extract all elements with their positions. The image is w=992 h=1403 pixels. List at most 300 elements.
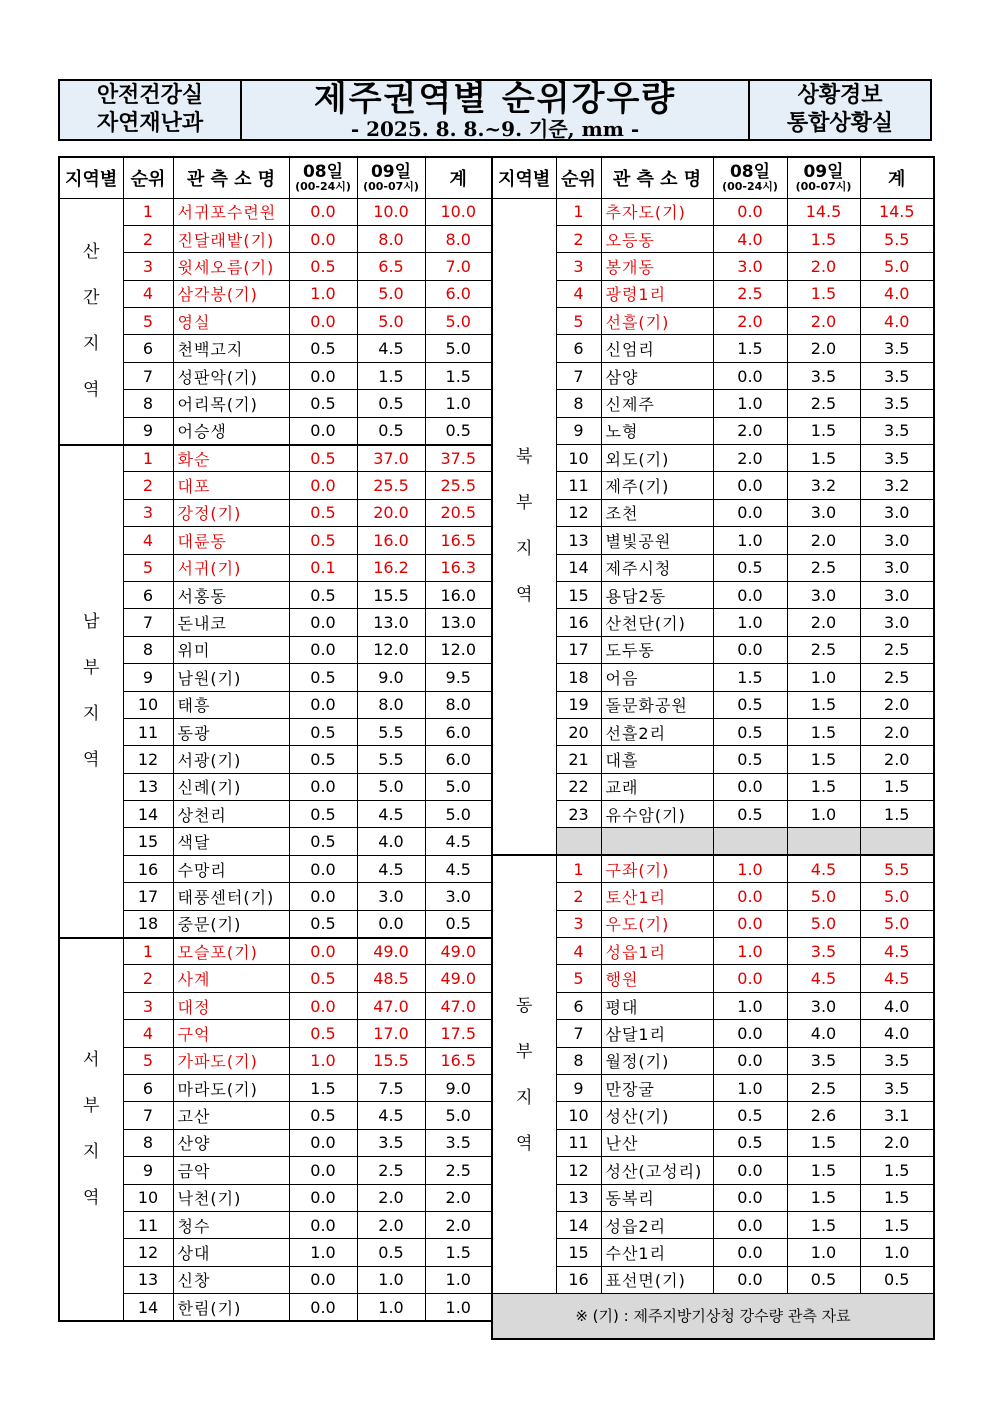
station-name: 삼각봉(기) [173,280,289,307]
day1-value: 0.5 [289,965,357,992]
table-row [59,1102,492,1129]
station-name: 대포 [173,472,289,499]
day2-value: 4.5 [787,855,860,882]
region-char: 역 [83,380,100,400]
day1-value: 0.0 [289,417,357,444]
station-name: 구좌(기) [601,855,713,882]
rank-cell: 7 [123,609,173,636]
rank-cell: 5 [556,965,601,992]
total-value: 5.0 [425,773,492,800]
day2-value: 2.5 [357,1157,425,1184]
day2-value: 13.0 [357,609,425,636]
day1-value: 1.0 [713,390,787,417]
page-title: 제주권역별 순위강우량 [313,79,677,119]
table-row [492,664,934,691]
rank-cell: 6 [556,992,601,1019]
empty-cell [787,828,860,855]
total-value: 2.0 [860,1129,934,1156]
total-value: 0.5 [425,417,492,444]
station-name: 성산(기) [601,1102,713,1129]
rank-cell: 3 [123,992,173,1019]
day1-value: 1.0 [713,609,787,636]
rank-cell: 8 [123,636,173,663]
day1-value: 0.5 [289,390,357,417]
note-row [492,1294,934,1339]
day1-value: 0.0 [289,1129,357,1156]
day2-value: 1.5 [787,445,860,472]
rank-cell: 18 [123,910,173,937]
rank-cell: 4 [556,280,601,307]
station-name: 봉개동 [601,253,713,280]
day2-value: 4.0 [787,1020,860,1047]
rank-cell: 19 [556,691,601,718]
station-name: 조천 [601,499,713,526]
rank-cell: 10 [556,445,601,472]
office-box [750,81,930,139]
rank-cell: 12 [556,499,601,526]
empty-cell [860,828,934,855]
station-name: 유수암(기) [601,801,713,828]
rank-cell: 16 [556,1266,601,1293]
day1-value: 2.0 [713,445,787,472]
rank-cell: 20 [556,718,601,745]
day1-value: 1.0 [713,855,787,882]
day1-value: 0.0 [713,198,787,225]
total-value: 4.5 [425,828,492,855]
table-row [59,527,492,554]
day1-value: 0.5 [289,527,357,554]
header-day1-date: 08일 [729,161,771,182]
rank-cell: 9 [123,1157,173,1184]
day2-value: 2.0 [787,527,860,554]
region-char: 산 [83,242,100,262]
station-name: 도두동 [601,636,713,663]
rank-cell: 8 [123,390,173,417]
total-value: 3.0 [425,883,492,910]
table-row [492,445,934,472]
rank-cell: 6 [123,581,173,608]
table-row [59,198,492,225]
total-value: 5.0 [425,335,492,362]
day1-value: 0.0 [289,198,357,225]
day1-value: 0.5 [289,910,357,937]
day1-value: 0.5 [713,691,787,718]
day2-value: 25.5 [357,472,425,499]
day2-value: 4.0 [357,828,425,855]
station-name: 태흥 [173,691,289,718]
table-row [492,472,934,499]
day1-value: 0.5 [713,1102,787,1129]
total-value: 3.0 [860,527,934,554]
office-line1: 상황경보 [797,83,883,108]
day2-value: 9.0 [357,664,425,691]
rank-cell: 2 [123,472,173,499]
total-value: 8.0 [425,225,492,252]
rank-cell: 15 [123,828,173,855]
total-value: 3.0 [860,581,934,608]
rank-cell: 22 [556,773,601,800]
station-name: 표선면(기) [601,1266,713,1293]
rank-cell: 14 [556,1211,601,1238]
station-name: 만장굴 [601,1075,713,1102]
footnote: ※ (기) : 제주지방기상청 강수량 관측 자료 [492,1294,934,1339]
table-row [492,746,934,773]
day2-value: 4.5 [787,965,860,992]
rank-cell: 9 [123,417,173,444]
table-row [59,718,492,745]
header-day1-range: (00-24시) [722,179,778,193]
table-row [59,691,492,718]
station-name: 중문(기) [173,910,289,937]
day1-value: 0.0 [713,1020,787,1047]
station-name: 성읍1리 [601,938,713,965]
station-name: 선흘2리 [601,718,713,745]
day2-value: 1.5 [787,225,860,252]
day1-value: 4.0 [713,225,787,252]
rank-cell: 9 [556,417,601,444]
total-value: 0.5 [860,1266,934,1293]
total-value: 8.0 [425,691,492,718]
day1-value: 1.0 [289,1239,357,1266]
table-row [492,609,934,636]
day2-value: 15.5 [357,581,425,608]
total-value: 16.5 [425,1047,492,1074]
station-name: 어리목(기) [173,390,289,417]
day2-value: 1.5 [787,718,860,745]
table-row [492,992,934,1019]
station-name: 신제주 [601,390,713,417]
day1-value: 1.0 [713,992,787,1019]
rank-cell: 2 [123,965,173,992]
header-day2-date: 09일 [370,161,412,182]
total-value: 2.5 [425,1157,492,1184]
total-value: 1.5 [860,1211,934,1238]
total-value: 3.0 [860,609,934,636]
region-label [59,445,123,938]
station-name: 한림(기) [173,1294,289,1321]
region-char: 역 [516,585,533,606]
header-rank: 순위 [123,157,173,198]
station-name: 서광(기) [173,746,289,773]
day1-value: 1.5 [713,335,787,362]
total-value: 1.5 [425,1239,492,1266]
day1-value: 2.0 [713,308,787,335]
rank-cell: 17 [556,636,601,663]
rank-cell: 7 [556,362,601,389]
table-row [492,280,934,307]
station-name: 신엄리 [601,335,713,362]
day2-value: 0.5 [357,390,425,417]
total-value: 2.0 [860,746,934,773]
total-value: 16.5 [425,527,492,554]
header-day1 [713,157,787,198]
day1-value: 0.0 [713,883,787,910]
table-row [59,609,492,636]
table-row [59,664,492,691]
total-value: 6.0 [425,280,492,307]
total-value: 3.5 [860,362,934,389]
table-row [492,965,934,992]
total-value: 9.5 [425,664,492,691]
total-value: 49.0 [425,965,492,992]
station-name: 고산 [173,1102,289,1129]
day2-value: 2.5 [787,554,860,581]
day2-value: 1.5 [787,1157,860,1184]
station-name: 마라도(기) [173,1075,289,1102]
rank-cell: 8 [556,1047,601,1074]
rank-cell: 23 [556,801,601,828]
day2-value: 3.5 [787,362,860,389]
day1-value: 0.0 [289,362,357,389]
region-char: 지 [83,704,100,725]
header-total: 계 [860,157,934,198]
station-name: 서귀(기) [173,554,289,581]
table-row [492,855,934,882]
total-value: 4.5 [425,855,492,882]
day1-value: 2.0 [713,417,787,444]
total-value: 5.0 [425,308,492,335]
station-name: 서홍동 [173,581,289,608]
total-value: 7.0 [425,253,492,280]
day1-value: 0.0 [289,1211,357,1238]
total-value: 1.5 [860,773,934,800]
day1-value: 0.5 [289,499,357,526]
total-value: 1.0 [860,1239,934,1266]
total-value: 5.0 [860,253,934,280]
header-day2-date: 09일 [803,161,844,182]
day1-value: 0.0 [289,472,357,499]
region-char: 간 [83,288,100,308]
rank-cell: 5 [123,308,173,335]
header-day1-range: (00-24시) [295,179,351,193]
day2-value: 1.5 [787,280,860,307]
rank-cell: 16 [556,609,601,636]
station-name: 상천리 [173,801,289,828]
table-row [59,472,492,499]
day2-value: 1.5 [357,362,425,389]
rank-cell: 8 [556,390,601,417]
rank-cell: 3 [123,499,173,526]
total-value: 37.5 [425,445,492,472]
day2-value: 47.0 [357,992,425,1019]
region-char: 지 [83,1142,100,1163]
station-name: 난산 [601,1129,713,1156]
table-row [492,253,934,280]
day2-value: 49.0 [357,938,425,965]
station-name: 노형 [601,417,713,444]
station-name: 우도(기) [601,910,713,937]
header-day1-date: 08일 [302,161,344,182]
region-char: 서 [83,1050,100,1071]
table-row [59,1020,492,1047]
total-value: 5.0 [860,910,934,937]
table-row [492,225,934,252]
day1-value: 0.0 [713,1239,787,1266]
total-value: 6.0 [425,718,492,745]
station-name: 성산(고성리) [601,1157,713,1184]
rank-cell: 15 [556,1239,601,1266]
rank-cell: 2 [556,883,601,910]
table-row [492,1102,934,1129]
station-name: 광령1리 [601,280,713,307]
title-box [240,81,750,139]
station-name: 용담2동 [601,581,713,608]
day1-value: 0.5 [289,253,357,280]
day1-value: 0.0 [289,1184,357,1211]
total-value: 5.5 [860,225,934,252]
day2-value: 5.5 [357,718,425,745]
total-value: 1.0 [425,390,492,417]
day1-value: 0.0 [289,609,357,636]
table-header-row [492,157,934,198]
total-value: 2.0 [425,1184,492,1211]
day1-value: 1.0 [289,1047,357,1074]
rank-cell: 16 [123,855,173,882]
table-row [59,280,492,307]
day1-value: 1.0 [289,280,357,307]
table-row [59,883,492,910]
day2-value: 16.0 [357,527,425,554]
table-row [59,417,492,444]
day2-value: 16.2 [357,554,425,581]
table-row-empty [492,828,934,855]
rank-cell: 13 [123,773,173,800]
total-value: 16.3 [425,554,492,581]
total-value: 3.0 [860,499,934,526]
day2-value: 2.5 [787,636,860,663]
table-row [59,773,492,800]
rank-cell: 21 [556,746,601,773]
region-char: 역 [83,1188,100,1209]
station-name: 윗세오름(기) [173,253,289,280]
station-name: 별빛공원 [601,527,713,554]
total-value: 5.0 [860,883,934,910]
rank-cell: 11 [123,718,173,745]
station-name: 제주(기) [601,472,713,499]
station-name: 월정(기) [601,1047,713,1074]
table-row [59,910,492,937]
region-char: 부 [516,1041,533,1062]
rank-cell: 6 [123,335,173,362]
day2-value: 2.0 [787,308,860,335]
station-name: 천백고지 [173,335,289,362]
header-day1 [289,157,357,198]
table-row [59,499,492,526]
rank-cell: 12 [123,1239,173,1266]
day1-value: 0.0 [713,362,787,389]
day1-value: 0.5 [713,554,787,581]
total-value: 6.0 [425,746,492,773]
table-row [59,1047,492,1074]
table-row [59,225,492,252]
total-value: 3.1 [860,1102,934,1129]
total-value: 2.5 [860,664,934,691]
table-row [492,1129,934,1156]
table-row [492,938,934,965]
header-day2 [787,157,860,198]
table-row [59,335,492,362]
day2-value: 14.5 [787,198,860,225]
day2-value: 3.5 [357,1129,425,1156]
day1-value: 1.5 [289,1075,357,1102]
table-row [492,362,934,389]
region-char: 남 [83,612,100,633]
total-value: 2.0 [860,718,934,745]
rank-cell: 1 [556,198,601,225]
day2-value: 4.5 [357,1102,425,1129]
day1-value: 0.5 [289,1020,357,1047]
region-label [59,198,123,445]
region-char: 지 [83,334,100,354]
table-row [492,499,934,526]
table-row [492,198,934,225]
table-row [492,718,934,745]
department-line1: 안전건강실 [96,83,204,108]
table-row [492,527,934,554]
day1-value: 0.0 [713,965,787,992]
table-row [59,1294,492,1321]
station-name: 추자도(기) [601,198,713,225]
header-station: 관 측 소 명 [173,157,289,198]
station-name: 동광 [173,718,289,745]
station-name: 남원(기) [173,664,289,691]
total-value: 4.0 [860,992,934,1019]
office-line2: 통합상황실 [786,111,894,136]
station-name: 평대 [601,992,713,1019]
station-name: 오등동 [601,225,713,252]
rank-cell: 2 [123,225,173,252]
table-row [59,1129,492,1156]
day2-value: 1.5 [787,1129,860,1156]
table-row [59,1239,492,1266]
table-row [59,965,492,992]
page-subtitle: - 2025. 8. 8.~9. 기준, mm - [350,117,640,141]
table-row [492,581,934,608]
station-name: 토산1리 [601,883,713,910]
region-char: 지 [516,539,533,560]
rank-cell: 14 [556,554,601,581]
region-label [492,855,556,1293]
rank-cell: 12 [123,746,173,773]
total-value: 47.0 [425,992,492,1019]
table-row [492,1211,934,1238]
total-value: 9.0 [425,1075,492,1102]
total-value: 14.5 [860,198,934,225]
station-name: 대정 [173,992,289,1019]
table-row [59,746,492,773]
total-value: 1.5 [860,801,934,828]
day2-value: 0.5 [357,417,425,444]
day1-value: 3.0 [713,253,787,280]
rank-cell: 10 [123,691,173,718]
rank-cell: 9 [556,1075,601,1102]
rank-cell: 1 [123,938,173,965]
rank-cell: 3 [556,910,601,937]
rank-cell: 13 [556,527,601,554]
day1-value: 0.0 [713,1047,787,1074]
rank-cell: 7 [556,1020,601,1047]
total-value: 3.5 [425,1129,492,1156]
region-char: 동 [516,995,533,1016]
station-name: 서귀포수련원 [173,198,289,225]
day2-value: 1.5 [787,1211,860,1238]
day2-value: 17.0 [357,1020,425,1047]
total-value: 3.5 [860,1075,934,1102]
region-char: 부 [516,493,533,514]
day2-value: 3.0 [787,581,860,608]
day1-value: 0.0 [289,938,357,965]
station-name: 돈내코 [173,609,289,636]
